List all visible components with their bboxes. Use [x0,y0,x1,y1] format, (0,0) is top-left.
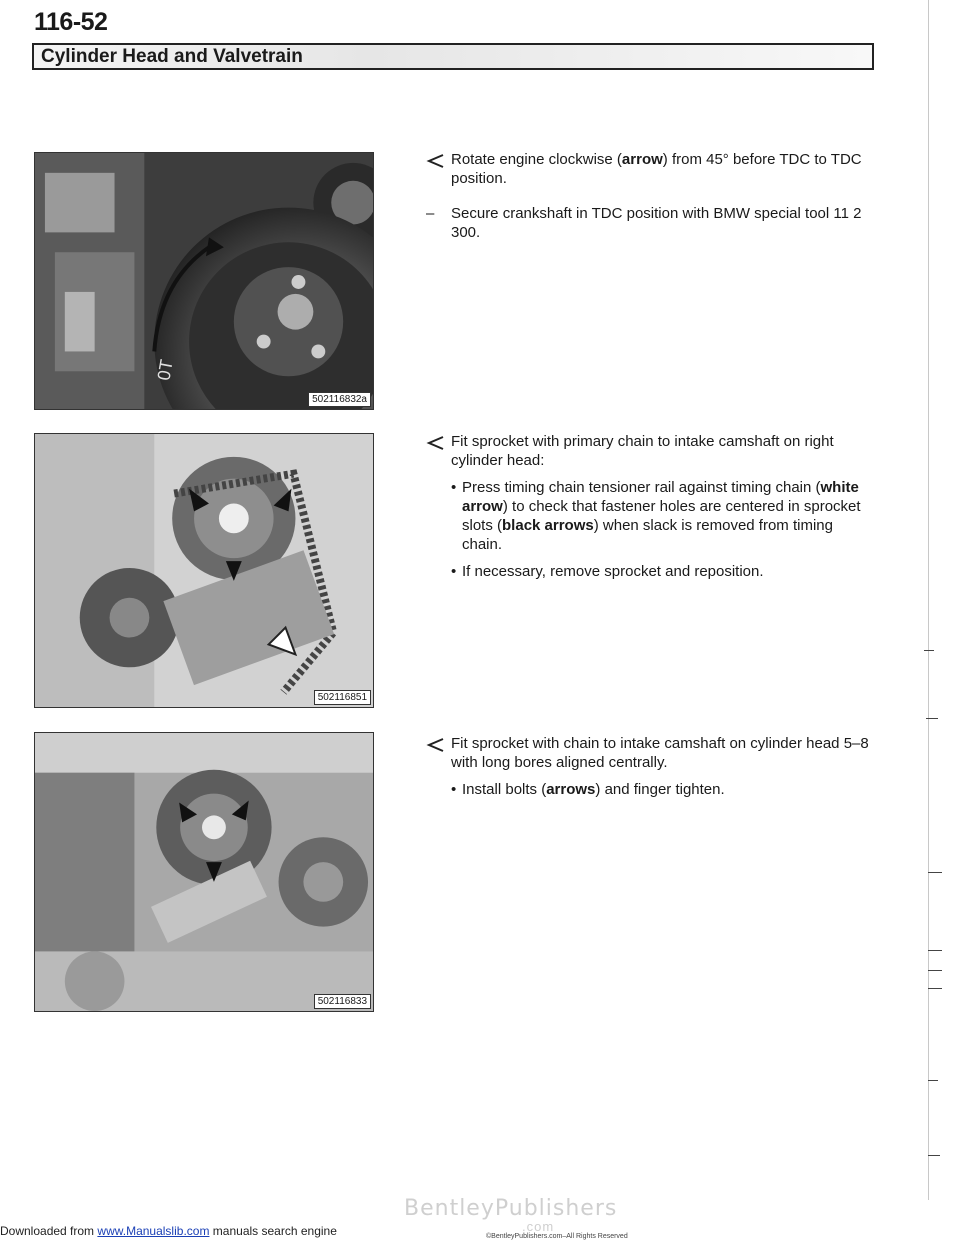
crankshaft-damper-photo [35,153,373,409]
bullet-reposition: • If necessary, remove sprocket and reposition. [451,562,876,581]
bullet-press-tensioner: • Press timing chain tensioner rail against timing chain (white arrow) to check that fastener holes are centered in sprocket slots (black arrows) when slack is removed from timing chain. [451,478,876,554]
section-title: Cylinder Head and Valvetrain [41,46,303,67]
sprocket-head-5-8-photo [35,733,373,1011]
figure-label: 502116832a [308,392,371,407]
bullet-install-bolts: • Install bolts (arrows) and finger tighten. [451,780,876,799]
sprocket-right-head-photo [35,434,373,707]
pointer-arrow-icon [426,153,446,169]
step-secure-crankshaft: – Secure crankshaft in TDC position with BMW special tool 11 2 300. [426,205,862,241]
dash-icon: – [426,205,435,222]
svg-text:0T: 0T [153,357,177,382]
pointer-arrow-icon [426,435,446,451]
pointer-arrow-icon [426,737,446,753]
scan-margin-tick [924,650,934,651]
download-note: Downloaded from www.Manualslib.com manuals search engine [0,1224,337,1238]
figure-crankshaft-damper [34,152,374,410]
copyright-text: ©BentleyPublishers.com–All Rights Reserved [486,1233,628,1240]
manualslib-link[interactable]: www.Manualslib.com [97,1224,210,1238]
scan-margin-tick [928,1080,938,1081]
figure-label: 502116833 [314,994,371,1009]
watermark-domain: .com [522,1219,555,1234]
page-number: 116-52 [34,8,108,36]
instruction-block-1 [426,150,876,242]
scan-margin-tick [926,718,938,719]
scan-margin-line [928,0,929,1200]
instruction-block-3 [426,734,876,807]
figure-sprocket-right-head [34,433,374,708]
figure-label: 502116851 [314,690,371,705]
scan-margin-tick [928,1155,940,1156]
step-fit-sprocket-head-5-8: Fit sprocket with chain to intake camshaft on cylinder head 5–8 with long bores aligned centrally. [426,734,876,772]
scan-margin-tick [928,988,942,989]
bullet-list [426,780,876,799]
step-rotate-engine: Rotate engine clockwise (arrow) from 45° before TDC to TDC position. [426,150,876,188]
figure-sprocket-head-5-8 [34,732,374,1012]
step-fit-sprocket-right: Fit sprocket with primary chain to intake camshaft on right cylinder head: [426,432,876,470]
scan-margin-tick [928,872,942,873]
scan-margin-tick [928,950,942,951]
instruction-block-2 [426,432,876,589]
bullet-list [426,478,876,581]
watermark: BentleyPublishers [404,1196,618,1221]
section-header [32,43,874,70]
scan-margin-tick [928,970,942,971]
